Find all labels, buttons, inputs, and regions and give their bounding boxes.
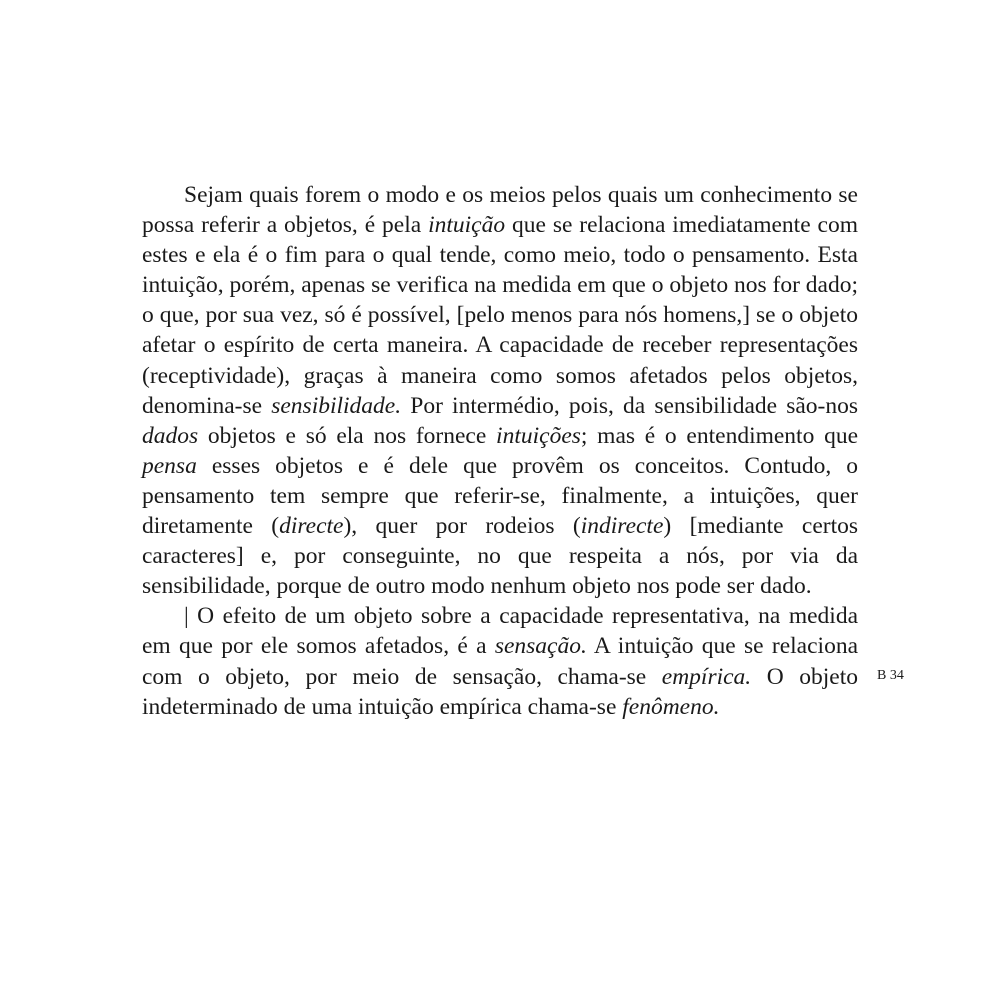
italic-text-run: empírica. bbox=[661, 663, 752, 690]
italic-text-run: sensibilidade. bbox=[271, 392, 402, 419]
text-run: Sejam quais forem o modo e os meios pelos quais um conhecimento se possa referir a objetos, é pela bbox=[142, 182, 858, 239]
text-run: A intuição que se relaciona com o objeto, por meio de sensação, chama-se bbox=[142, 633, 859, 690]
text-run: ), quer por rodeios ( bbox=[343, 513, 581, 540]
text-run: objetos e só ela nos fornece bbox=[198, 422, 497, 449]
text-run: | O efeito de um objeto sobre a capacidade representativa, na medida em que por ele somos afetados, é a bbox=[142, 603, 858, 660]
italic-text-run: sensação. bbox=[494, 633, 587, 660]
text-run: Por intermédio, pois, da sensibilidade são-nos bbox=[401, 392, 858, 419]
italic-text-run: intuições bbox=[496, 422, 581, 449]
italic-text-run: pensa bbox=[142, 452, 197, 479]
text-run: O objeto indeterminado de uma intuição empírica chama-se bbox=[142, 663, 858, 720]
italic-text-run: dados bbox=[142, 422, 199, 449]
italic-text-run: intuição bbox=[428, 212, 506, 239]
margin-page-reference: B 34 bbox=[877, 668, 904, 683]
italic-text-run: directe bbox=[279, 513, 344, 540]
text-run: ; mas é o entendimento que bbox=[580, 422, 859, 449]
paragraph-2 bbox=[142, 601, 858, 721]
italic-text-run: fenômeno. bbox=[622, 693, 720, 720]
text-run: que se relaciona imediatamente com estes e ela é o fim para o qual tende, como meio, todo o pensamento. Esta intuição, porém, apenas se verifica na medida em que o objeto nos for dado; o que, por sua vez, só é possível, [pelo menos para nós homens,] se o objeto afetar o espírito de certa maneira. A capacidade de receber representações (receptividade), graças à maneira como somos afetados pelos objetos, denomina-se bbox=[142, 212, 858, 419]
paragraph-1 bbox=[142, 180, 858, 601]
italic-text-run: indirecte bbox=[580, 513, 664, 540]
text-run: esses objetos e é dele que provêm os conceitos. Contudo, o pensamento tem sempre que referir-se, finalmente, a intuições, quer diretamente ( bbox=[142, 452, 858, 540]
document-page bbox=[142, 180, 858, 722]
text-run: ) [mediante certos caracteres] e, por conseguinte, no que respeita a nós, por via da sensibilidade, porque de outro modo nenhum objeto nos pode ser dado. bbox=[142, 513, 859, 600]
